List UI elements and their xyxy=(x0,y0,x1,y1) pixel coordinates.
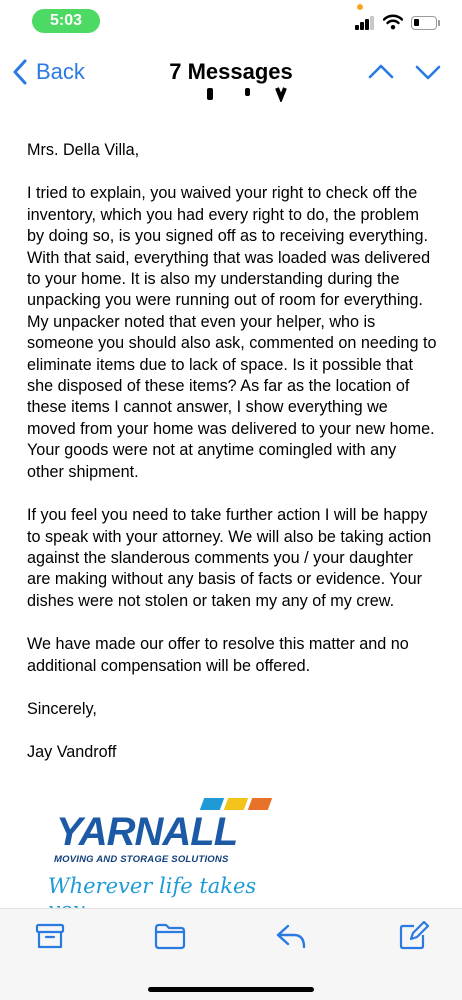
salutation: Mrs. Della Villa, xyxy=(27,141,140,159)
email-paragraph-3: We have made our offer to resolve this matter and no additional compensation will be offered. xyxy=(27,635,409,675)
signal-icon xyxy=(355,16,375,30)
back-label: Back xyxy=(36,59,85,84)
status-bar xyxy=(0,0,462,44)
logo-tagline: Wherever life takes xyxy=(48,874,257,898)
battery-icon xyxy=(411,16,437,30)
reply-icon[interactable] xyxy=(275,921,307,951)
chevron-down-icon[interactable] xyxy=(415,62,441,82)
status-time: 5:03 xyxy=(32,9,100,33)
logo-tile-orange xyxy=(248,798,272,810)
scrolled-heading-fragment xyxy=(205,86,295,102)
logo-tile-blue xyxy=(200,798,224,810)
logo-subtitle: MOVING AND STORAGE SOLUTIONS xyxy=(54,854,229,865)
privacy-indicator-dot xyxy=(357,4,363,10)
signature: Jay Vandroff xyxy=(27,743,117,762)
logo-wordmark: YARNALL xyxy=(56,810,238,854)
battery-tip xyxy=(438,20,440,26)
chevron-up-icon[interactable] xyxy=(368,62,394,82)
wifi-icon xyxy=(383,14,403,30)
closing: Sincerely, xyxy=(27,699,97,718)
compose-icon[interactable] xyxy=(398,921,430,951)
logo-tile-yellow xyxy=(224,798,248,810)
folder-icon[interactable] xyxy=(154,921,186,951)
bottom-toolbar xyxy=(0,908,462,1000)
home-indicator xyxy=(148,987,314,992)
company-logo xyxy=(44,790,294,905)
email-paragraph-1: I tried to explain, you waived your right to check off the inventory, which you had every right to do, the problem by doing so, is you signed off as to receiving everything. With that said, everything that was loaded was delivered to your home. It is also my understanding during the unpacking you were running out of room for everything. My unpacker noted that even your helper, who is someone you should also ask, commented on needing to eliminate items due to lack of space. Is it possible that she disposed of these items? As far as the location of these items I cannot answer, I show everything we moved from your home was delivered to your new home. Your goods were not at anytime comingled with any other shipment. xyxy=(27,184,437,481)
message-count-title: 7 Messages xyxy=(169,59,293,84)
email-paragraph-2: If you feel you need to take further action I will be happy to speak with your attorney. We will also be taking action against the slanderous comments you / your daughter are making without any basis of facts or evidence. Your dishes were not stolen or taken my any of my crew. xyxy=(27,506,432,610)
email-body xyxy=(27,140,437,786)
archive-icon[interactable] xyxy=(34,921,66,951)
